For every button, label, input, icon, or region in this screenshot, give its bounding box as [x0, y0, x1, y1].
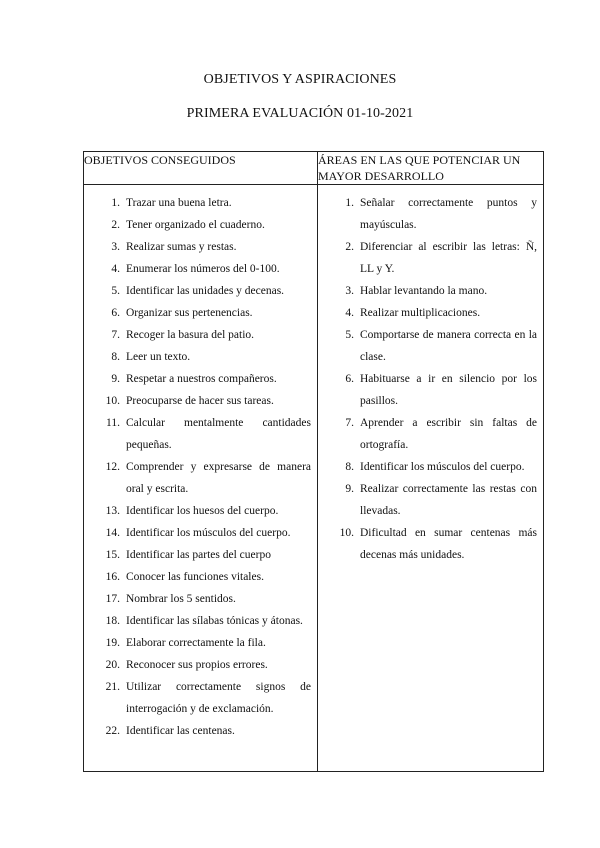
table-body-row [84, 185, 544, 772]
area-item [318, 478, 537, 522]
item-text: Diferenciar al escribir las letras: Ñ, LL y Y. [360, 241, 537, 275]
objetivo-item [84, 566, 311, 588]
item-text: Tener organizado el cuaderno. [126, 219, 265, 231]
areas-cell [318, 185, 544, 772]
item-number: 3. [111, 241, 120, 253]
area-item [318, 302, 537, 324]
item-number: 5. [345, 329, 354, 341]
table-header-row [84, 152, 544, 185]
item-number: 5. [111, 285, 120, 297]
objetivo-item [84, 676, 311, 720]
area-item [318, 280, 537, 302]
item-text: Aprender a escribir sin faltas de ortografía. [360, 417, 537, 451]
item-text: Hablar levantando la mano. [360, 285, 488, 297]
objetivo-item [84, 632, 311, 654]
objetivo-item [84, 214, 311, 236]
area-item [318, 368, 537, 412]
objetivo-item [84, 544, 311, 566]
item-number: 12. [105, 461, 120, 473]
item-number: 8. [345, 461, 354, 473]
item-text: Enumerar los números del 0-100. [126, 263, 280, 275]
item-text: Conocer las funciones vitales. [126, 571, 264, 583]
item-number: 9. [111, 373, 120, 385]
objetivos-cell [84, 185, 318, 772]
item-text: Reconocer sus propios errores. [126, 659, 268, 671]
item-text: Utilizar correctamente signos de interrogación y de exclamación. [126, 681, 311, 715]
objetivo-item [84, 720, 311, 742]
objetivo-item [84, 390, 311, 412]
item-text: Identificar las centenas. [126, 725, 235, 737]
objetivos-list [84, 185, 317, 742]
item-text: Recoger la basura del patio. [126, 329, 255, 341]
item-number: 13. [105, 505, 120, 517]
item-number: 7. [111, 329, 120, 341]
objectives-table [83, 151, 544, 772]
item-text: Identificar las partes del cuerpo [126, 549, 271, 561]
objetivo-item [84, 500, 311, 522]
item-number: 9. [345, 483, 354, 495]
item-text: Trazar una buena letra. [126, 197, 232, 209]
item-text: Señalar correctamente puntos y mayúsculas. [360, 197, 537, 231]
objetivo-item [84, 324, 311, 346]
objetivo-item [84, 236, 311, 258]
area-item [318, 324, 537, 368]
item-text: Comportarse de manera correcta en la clase. [360, 329, 537, 363]
item-number: 6. [345, 373, 354, 385]
item-text: Realizar sumas y restas. [126, 241, 237, 253]
item-text: Dificultad en sumar centenas más decenas más unidades. [360, 527, 537, 561]
item-number: 4. [111, 263, 120, 275]
item-number: 21. [105, 681, 120, 693]
item-text: Realizar multiplicaciones. [360, 307, 481, 319]
item-number: 2. [111, 219, 120, 231]
item-number: 15. [105, 549, 120, 561]
area-item [318, 192, 537, 236]
item-number: 3. [345, 285, 354, 297]
areas-list [318, 185, 543, 566]
item-text: Identificar las sílabas tónicas y átonas. [126, 615, 303, 627]
item-number: 22. [105, 725, 120, 737]
area-item [318, 456, 537, 478]
item-text: Leer un texto. [126, 351, 191, 363]
item-text: Calcular mentalmente cantidades pequeñas. [126, 417, 311, 451]
item-number: 2. [345, 241, 354, 253]
item-text: Organizar sus pertenencias. [126, 307, 253, 319]
item-number: 1. [345, 197, 354, 209]
objetivo-item [84, 258, 311, 280]
item-number: 8. [111, 351, 120, 363]
item-text: Identificar los huesos del cuerpo. [126, 505, 279, 517]
item-number: 19. [105, 637, 120, 649]
area-item [318, 236, 537, 280]
item-text: Identificar las unidades y decenas. [126, 285, 285, 297]
objetivo-item [84, 456, 311, 500]
header-objetivos: OBJETIVOS CONSEGUIDOS [84, 152, 318, 185]
objetivo-item [84, 654, 311, 676]
item-text: Comprender y expresarse de manera oral y escrita. [126, 461, 311, 495]
objetivo-item [84, 368, 311, 390]
document-title: OBJETIVOS Y ASPIRACIONES [203, 72, 397, 87]
item-text: Identificar los músculos del cuerpo. [360, 461, 525, 473]
item-number: 17. [105, 593, 120, 605]
item-number: 6. [111, 307, 120, 319]
item-number: 18. [105, 615, 120, 627]
header-areas: ÁREAS EN LAS QUE POTENCIAR UN MAYOR DESARROLLO [318, 152, 544, 185]
item-number: 7. [345, 417, 354, 429]
item-number: 11. [106, 417, 120, 429]
item-text: Elaborar correctamente la fila. [126, 637, 266, 649]
item-number: 16. [105, 571, 120, 583]
objetivo-item [84, 192, 311, 214]
item-number: 10. [105, 395, 120, 407]
area-item [318, 412, 537, 456]
objetivo-item [84, 280, 311, 302]
objetivo-item [84, 610, 311, 632]
evaluation-subtitle: PRIMERA EVALUACIÓN 01-10-2021 [186, 106, 414, 121]
objetivo-item [84, 522, 311, 544]
item-number: 4. [345, 307, 354, 319]
item-number: 14. [105, 527, 120, 539]
item-text: Identificar los músculos del cuerpo. [126, 527, 291, 539]
objetivo-item [84, 346, 311, 368]
item-text: Realizar correctamente las restas con llevadas. [360, 483, 537, 517]
item-text: Nombrar los 5 sentidos. [126, 593, 236, 605]
item-text: Respetar a nuestros compañeros. [126, 373, 277, 385]
item-text: Preocuparse de hacer sus tareas. [126, 395, 274, 407]
objetivo-item [84, 302, 311, 324]
item-number: 20. [105, 659, 120, 671]
item-number: 10. [339, 527, 354, 539]
objetivo-item [84, 412, 311, 456]
objetivo-item [84, 588, 311, 610]
area-item [318, 522, 537, 566]
item-number: 1. [111, 197, 120, 209]
item-text: Habituarse a ir en silencio por los pasillos. [360, 373, 537, 407]
